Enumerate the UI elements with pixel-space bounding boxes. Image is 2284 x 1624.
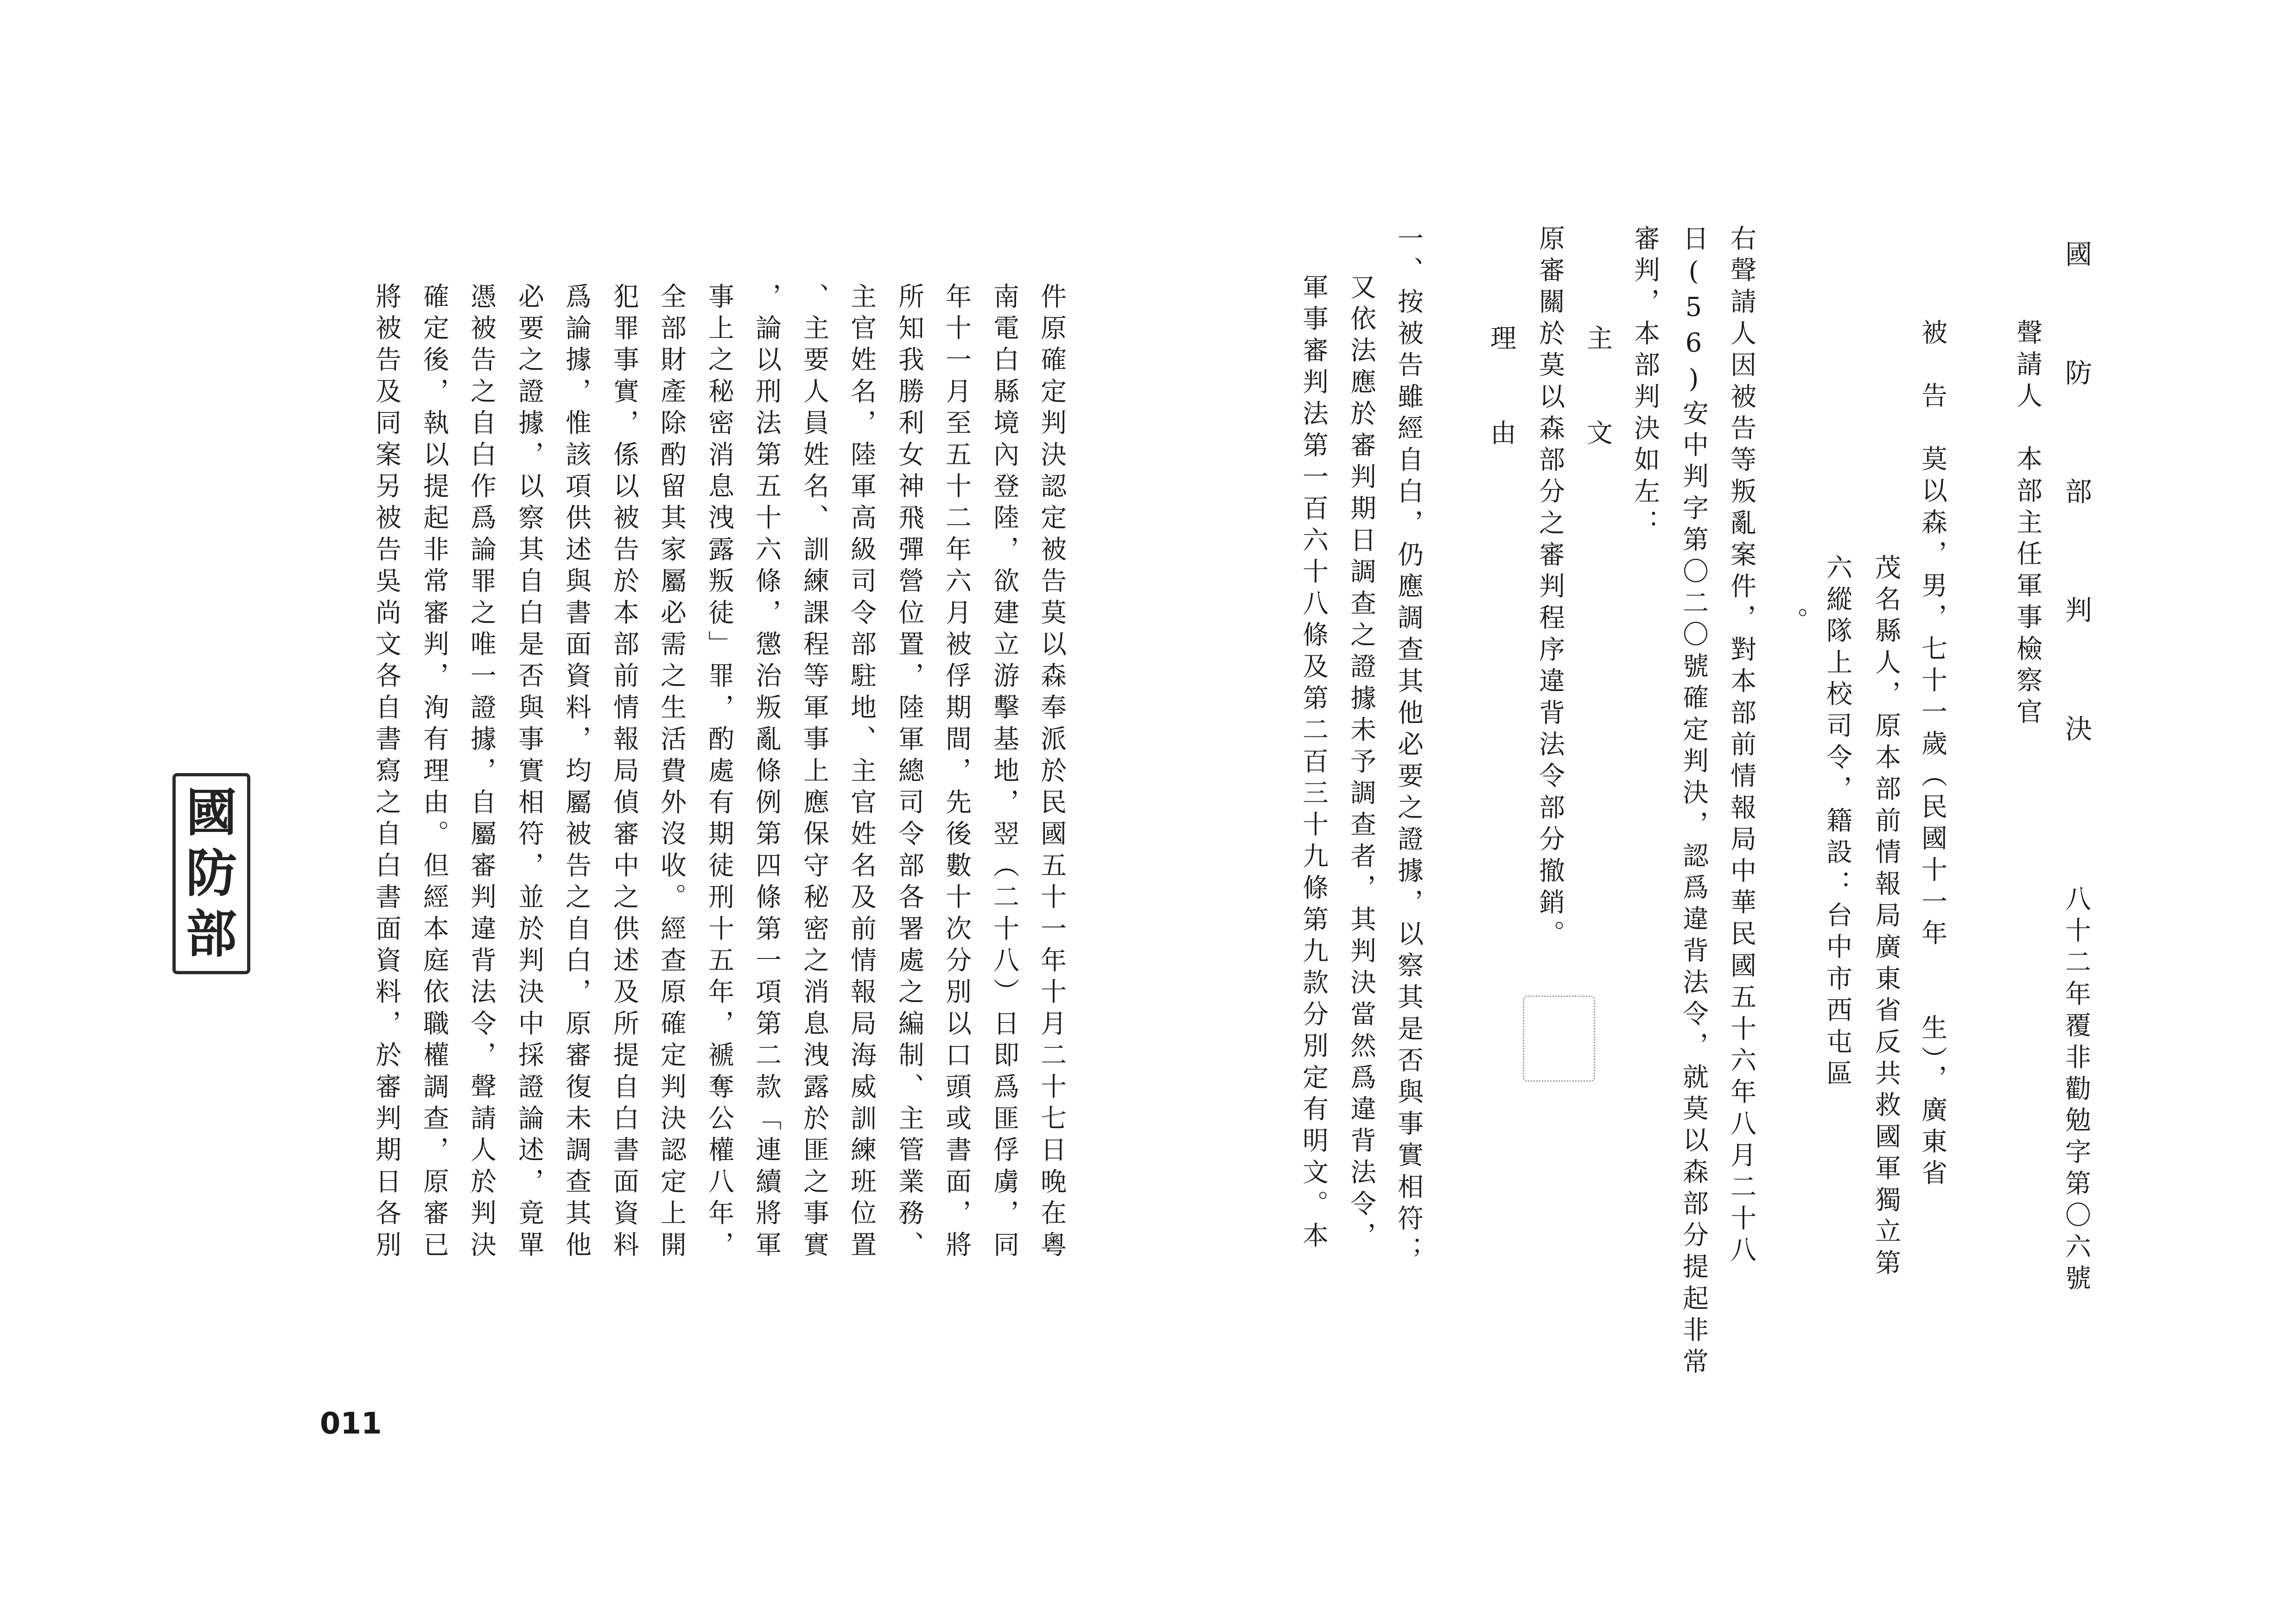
seal-char-3: 部: [186, 904, 237, 964]
body-paragraph-17: 犯罪事實，係以被告於本部前情報局偵審中之供述及所提自白書面資料: [609, 283, 639, 1263]
body-paragraph-9: 南電白縣境內登陸，欲建立游擊基地，翌（二十八）日即爲匪俘虜，同: [989, 283, 1019, 1263]
body-paragraph-8: 件原確定判決認定被告莫以森奉派於民國五十一年十月二十七日晚在粵: [1037, 283, 1067, 1263]
dot-mark: 。: [1778, 607, 1808, 639]
seal-char-2: 防: [186, 843, 237, 903]
applicant-line: 聲請人 本部主任軍事檢察官: [2012, 319, 2042, 730]
document-title: 國 防 部 判 決: [2061, 240, 2092, 774]
body-paragraph-10: 年十一月至五十二年六月被俘期間，先後數十次分別以口頭或書面，將: [942, 283, 972, 1263]
body-paragraph-12: 主官姓名，陸軍高級司令部駐地、主官姓名及前情報局海威訓練班位置: [846, 283, 877, 1263]
body-paragraph-22: 將被告及同案另被告吳尚文各自書寫之自白書面資料，於審判期日各別: [371, 283, 401, 1263]
body-paragraph-11: 所知我勝利女神飛彈營位置，陸軍總司令部各署處之編制、主管業務、: [894, 283, 924, 1263]
body-paragraph-4: 原審關於莫以森部分之審判程序違背法令部分撤銷。: [1535, 225, 1565, 952]
body-paragraph-7: 軍事審判法第一百六十八條及第二百三十九條第九款分別定有明文。本: [1298, 273, 1329, 1254]
section-heading-main: 主 文: [1583, 324, 1613, 451]
page-number: 011: [320, 1407, 382, 1441]
body-paragraph-20: 憑被告之自白作爲論罪之唯一證據，自屬審判違背法令，聲請人於判決: [466, 283, 496, 1263]
body-paragraph-16: 全部財產除酌留其家屬必需之生活費外沒收。經查原確定判決認定上開: [656, 283, 687, 1263]
body-paragraph-21: 確定後，執以提起非常審判，洵有理由。但經本庭依職權調查，原審已: [419, 283, 449, 1263]
section-heading-reason: 理 由: [1486, 324, 1516, 451]
body-paragraph-13: 、主要人員姓名、訓練課程等軍事上應保守秘密之消息洩露於匪之事實: [799, 283, 829, 1263]
body-paragraph-3: 審判，本部判決如左：: [1630, 225, 1660, 541]
body-paragraph-19: 必要之證據，以察其自白是否與事實相符，並於判決中採證論述，竟單: [514, 283, 544, 1263]
body-paragraph-2: 日(56)安中判字第〇二〇號確定判決，認爲違背法令，就莫以森部分提起非常: [1679, 225, 1709, 1380]
body-paragraph-5: 一、按被告雖經自白，仍應調查其他必要之證據，以察其是否與事實相符；: [1393, 225, 1424, 1268]
faint-stamp: [1523, 996, 1595, 1082]
body-paragraph-18: 爲論據，惟該項供述與書面資料，均屬被告之自白，原審復未調查其他: [561, 283, 592, 1263]
body-paragraph-15: 事上之秘密消息洩露叛徒」罪，酌處有期徒刑十五年，褫奪公權八年，: [704, 283, 734, 1263]
body-paragraph-1: 右聲請人因被告等叛亂案件，對本部前情報局中華民國五十六年八月二十八: [1726, 225, 1756, 1268]
seal-char-1: 國: [186, 783, 237, 843]
ministry-seal: [172, 773, 250, 974]
defendant-line-2: 茂名縣人，原本部前情報局廣東省反共救國軍獨立第: [1871, 554, 1901, 1281]
body-paragraph-6: 又依法應於審判期日調查之證據未予調查者，其判決當然爲違背法令，: [1346, 273, 1376, 1254]
defendant-line-3: 六縱隊上校司令，籍設：台中市西屯區: [1822, 554, 1852, 1091]
body-paragraph-14: ，論以刑法第五十六條，懲治叛亂條例第四條第一項第二款「連續將軍: [751, 283, 782, 1263]
case-number: 八十二年覆非勸勉字第〇六號: [2061, 885, 2091, 1296]
defendant-line: 被 告 莫以森，男，七十一歲（民國十一年 生），廣東省: [1917, 319, 1947, 1191]
